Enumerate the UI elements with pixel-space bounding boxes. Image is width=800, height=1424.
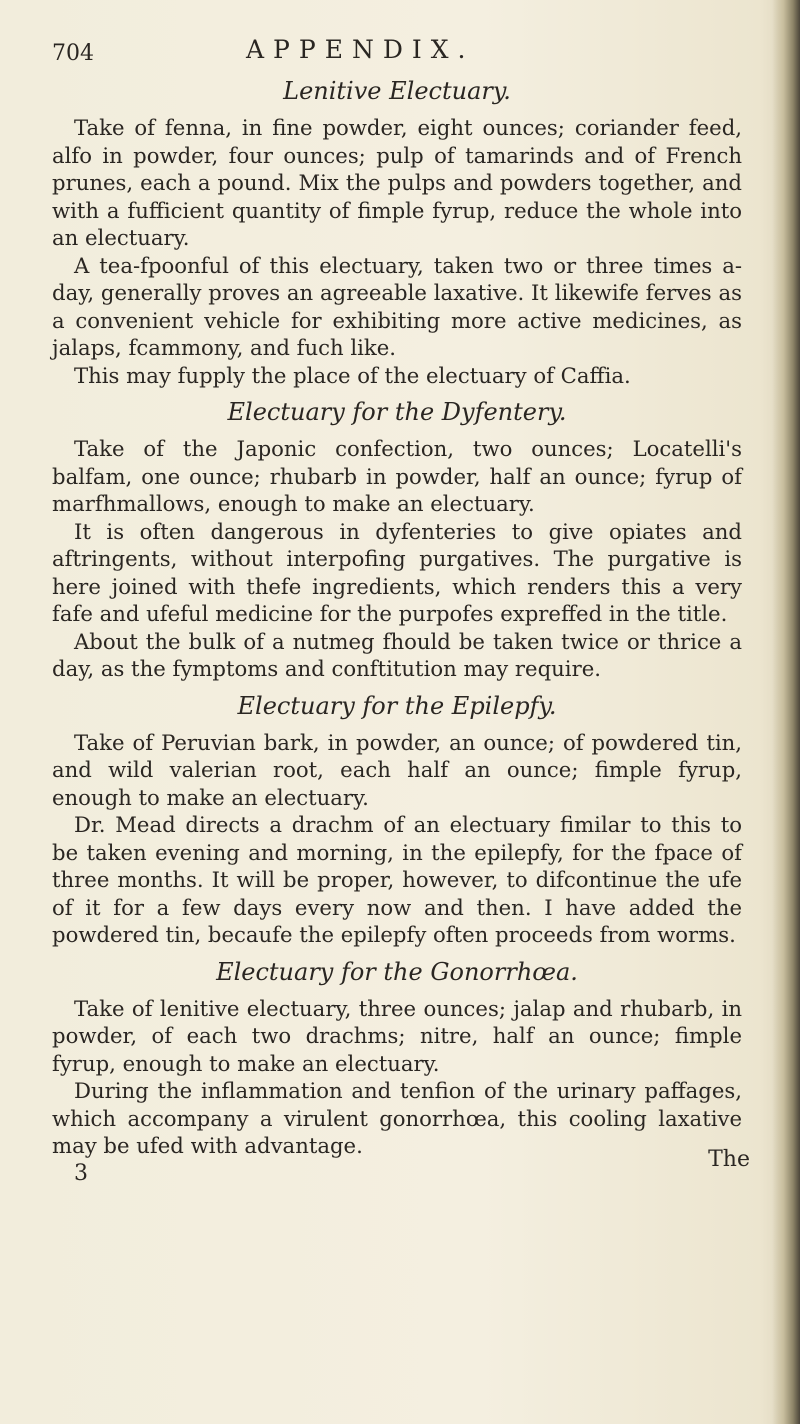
section-title: Lenitive Electuary.: [283, 77, 511, 105]
section-electuary-dysentery: [52, 397, 742, 683]
paragraph: A tea-fpoonful of this electuary, taken two or three times a-day, generally proves an agreeable laxative. It likewife ferves as a convenient vehicle for exhibiting more active medicines, as jalaps, fcammony, and fuch like.: [52, 252, 742, 360]
signature-mark: 3: [74, 1160, 88, 1186]
paragraph: It is often dangerous in dyfenteries to give opiates and aftringents, without interpofing purgatives. The purgative is here joined with thefe ingredients, which renders this a very fafe and ufeful medicine for the purpofes expreffed in the title.: [52, 518, 742, 626]
page-footer: [52, 1146, 750, 1230]
page-header: [52, 20, 742, 66]
paragraph: Take of lenitive electuary, three ounces; jalap and rhubarb, in powder, of each two drachms; nitre, half an ounce; fimple fyrup, enough to make an electuary.: [52, 995, 742, 1076]
paragraph: This may fupply the place of the electuary of Caffia.: [74, 362, 631, 388]
section-title: Electuary for the Epilepfy.: [237, 691, 557, 720]
paragraph: Take of fenna, in fine powder, eight ounces; coriander feed, alfo in powder, four ounces; pulp of tamarinds and of French prunes, each a pound. Mix the pulps and powders together, and with a fufficient quantity of fimple fyrup, reduce the whole into an electuary.: [52, 115, 742, 250]
catchword: The: [708, 1146, 750, 1172]
paragraph: Dr. Mead directs a drachm of an electuary fimilar to this to be taken evening and morning, in the epilepfy, for the fpace of three months. It will be proper, however, to difcontinue the ufe of it for a few days every now and then. I have added the powdered tin, becaufe the epilepfy often proceeds from worms.: [52, 812, 742, 947]
paragraph: During the inflammation and tenfion of the urinary paffages, which accompany a virulent gonorrhœa, this cooling laxative may be ufed with advantage.: [52, 1078, 742, 1158]
page-edge-shadow: [772, 0, 800, 1424]
section-title: Electuary for the Gonorrhœa.: [216, 957, 578, 986]
page-number: 704: [52, 41, 94, 66]
section-title: Electuary for the Dyfentery.: [227, 398, 567, 426]
section-electuary-epilepsy: [52, 691, 742, 949]
section-lenitive-electuary: [52, 76, 742, 389]
paragraph: Take of the Japonic confection, two ounces; Locatelli's balfam, one ounce; rhubarb in powder, half an ounce; fyrup of marfhmallows, enough to make an electuary.: [52, 436, 742, 516]
section-electuary-gonorrhoea: [52, 957, 742, 1160]
paragraph: Take of Peruvian bark, in powder, an ounce; of powdered tin, and wild valerian root, each half an ounce; fimple fyrup, enough to make an electuary.: [52, 729, 742, 810]
running-head: APPENDIX.: [246, 35, 475, 64]
paragraph: About the bulk of a nutmeg fhould be taken twice or thrice a day, as the fymptoms and conftitution may require.: [52, 628, 742, 681]
page-content: [52, 20, 750, 1230]
